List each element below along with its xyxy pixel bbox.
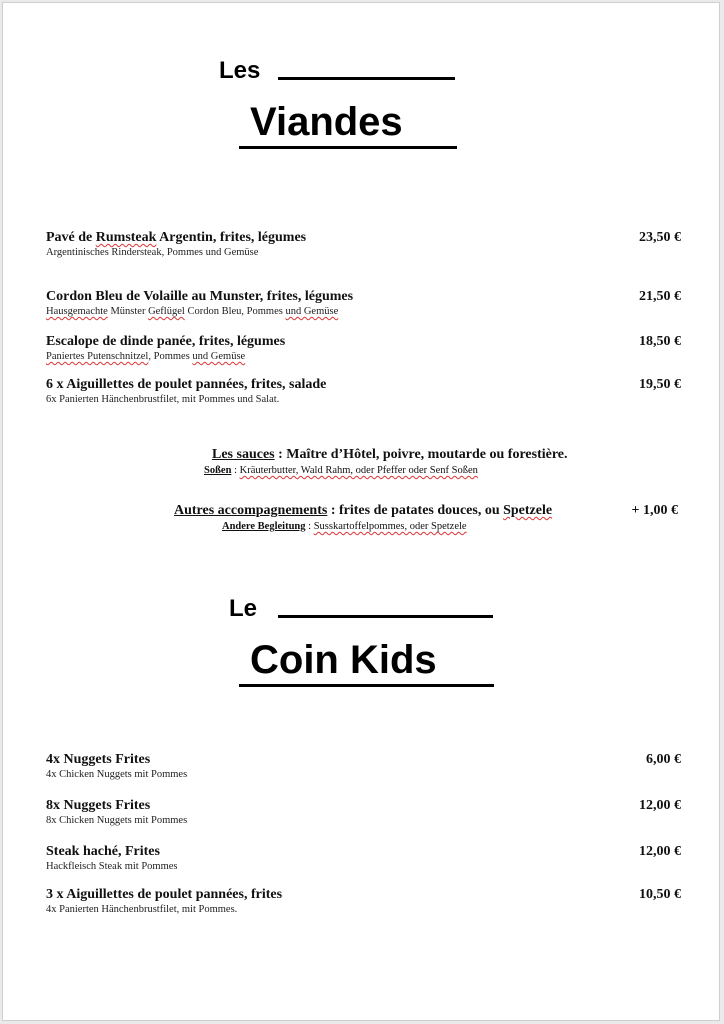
item-price: 21,50 € — [639, 289, 681, 304]
menu-item — [46, 230, 681, 259]
item-price: 19,50 € — [639, 377, 681, 392]
item-translation: 8x Chicken Nuggets mit Pommes — [46, 815, 188, 826]
item-translation: Hackfleisch Steak mit Pommes — [46, 861, 178, 872]
menu-item — [46, 844, 681, 873]
item-translation: 6x Panierten Hänchenbrustfilet, mit Pommes und Salat. — [46, 394, 280, 405]
viandes-header-prefix-line — [278, 77, 455, 80]
viandes-header-prefix: Les — [219, 57, 261, 84]
item-name: Escalope de dinde panée, frites, légumes — [46, 334, 286, 349]
item-name: 4x Nuggets Frites — [46, 752, 151, 767]
item-translation: Argentinisches Rindersteak, Pommes und Gemüse — [46, 247, 259, 258]
item-name: Steak haché, Frites — [46, 844, 160, 859]
item-price: 6,00 € — [646, 752, 681, 767]
item-price: 12,00 € — [639, 798, 681, 813]
item-name: 8x Nuggets Frites — [46, 798, 151, 813]
kids-header-title: Coin Kids — [250, 638, 437, 682]
item-price: 18,50 € — [639, 334, 681, 349]
item-price: 10,50 € — [639, 887, 681, 902]
kids-header-prefix: Le — [229, 595, 258, 622]
sides-line: Autres accompagnements : frites de patates douces, ou Spetzele — [174, 503, 553, 518]
item-price: 23,50 € — [639, 230, 681, 245]
menu-item — [46, 334, 681, 363]
item-translation: Paniertes Putenschnitzel, Pommes und Gemüse — [46, 351, 246, 362]
menu-item — [46, 377, 681, 406]
menu-item — [46, 887, 681, 916]
item-translation: 4x Chicken Nuggets mit Pommes — [46, 769, 188, 780]
menu-item — [46, 752, 681, 781]
sauces-text: : Maître d’Hôtel, poivre, moutarde ou forestière. — [274, 447, 568, 462]
sides-label: Autres accompagnements — [174, 503, 328, 518]
kids-header-prefix-line — [278, 615, 493, 618]
viandes-header-title-line — [239, 146, 457, 149]
item-name: Cordon Bleu de Volaille au Munster, frites, légumes — [46, 289, 354, 304]
sauces-translation: Soßen : Kräuterbutter, Wald Rahm, oder Pfeffer oder Senf Soßen — [204, 465, 478, 476]
item-translation: Hausgemachte Münster Geflügel Cordon Bleu, Pommes und Gemüse — [46, 306, 339, 317]
sauces-line — [212, 447, 568, 463]
item-price: 12,00 € — [639, 844, 681, 859]
viandes-header-title: Viandes — [250, 100, 403, 144]
menu-page — [2, 2, 720, 1021]
item-name: 6 x Aiguillettes de poulet pannées, frites, salade — [46, 377, 327, 392]
item-name: 3 x Aiguillettes de poulet pannées, frites — [46, 887, 283, 902]
menu-item — [46, 289, 681, 318]
kids-header-title-line — [239, 684, 494, 687]
sides-translation: Andere Begleitung : Susskartoffelpommes, oder Spetzele — [222, 521, 467, 532]
item-name: Pavé de Rumsteak Argentin, frites, légumes — [46, 230, 307, 245]
menu-item — [46, 798, 681, 827]
sauces-label: Les sauces — [212, 447, 275, 462]
sides-price: + 1,00 € — [631, 503, 678, 518]
item-translation: 4x Panierten Hänchenbrustfilet, mit Pommes. — [46, 904, 238, 915]
